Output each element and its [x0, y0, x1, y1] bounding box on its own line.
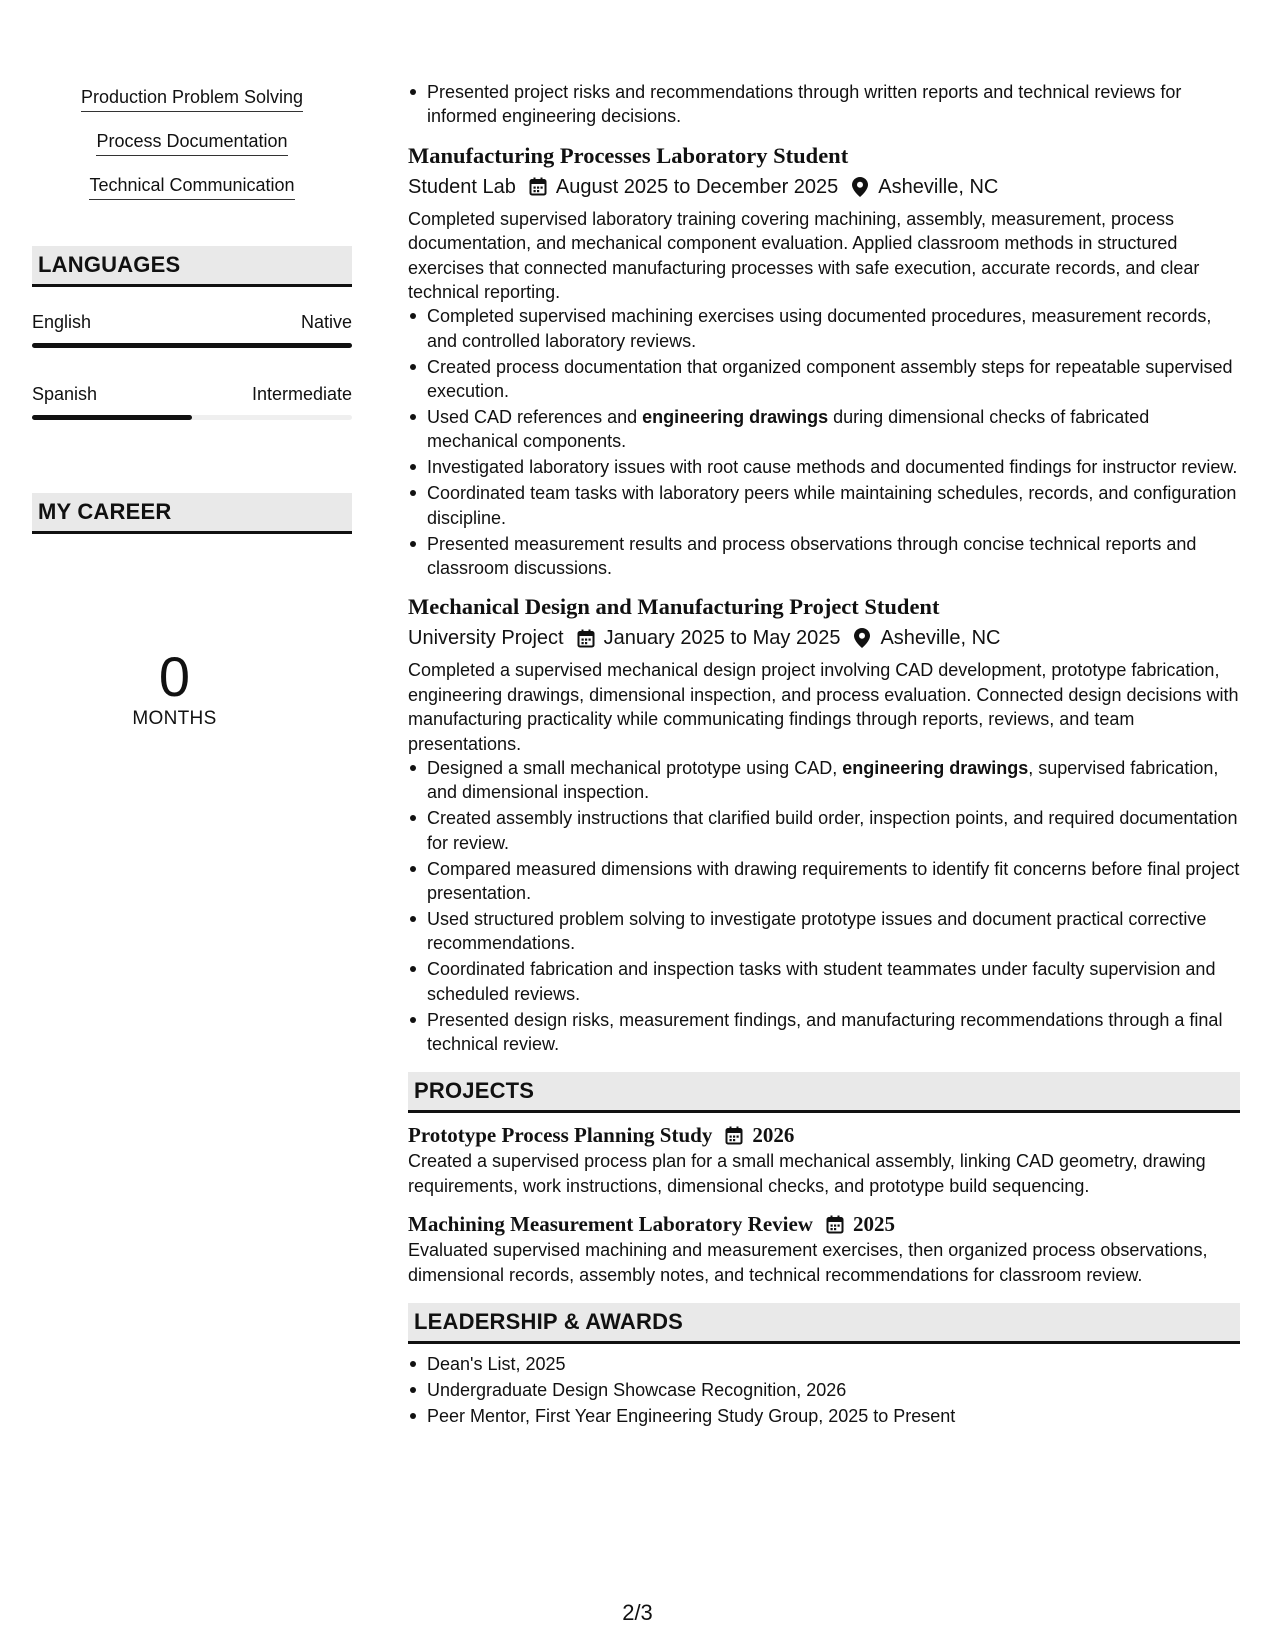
job-location: Asheville, NC	[880, 627, 1001, 650]
project-title: Machining Measurement Laboratory Review	[408, 1212, 813, 1237]
calendar-icon	[724, 1125, 744, 1145]
bullet-item: Created assembly instructions that clarified build order, inspection points, and required documentation for review.	[408, 806, 1240, 855]
job-title: Mechanical Design and Manufacturing Project Student	[408, 594, 940, 620]
job-location: Asheville, NC	[878, 175, 999, 198]
job-bullet-list	[408, 304, 1240, 580]
award-item: Dean's List, 2025	[408, 1352, 1240, 1376]
bullet-item: Presented project risks and recommendations through written reports and technical reviews for informed engineering decisions.	[408, 80, 1240, 129]
project-description: Evaluated supervised machining and measurement exercises, then organized process observations, dimensional records, assembly notes, and technical recommendations for classroom review.	[408, 1240, 1208, 1285]
career-duration-value: 0	[158, 645, 191, 708]
job-org: Student Lab	[408, 175, 516, 198]
language-level: Native	[300, 312, 352, 332]
job-meta	[408, 623, 1240, 653]
language-proficiency-bar	[32, 343, 352, 348]
skill-item: Technical Communication	[89, 174, 294, 200]
skills-list	[32, 86, 352, 218]
job-description: Completed a supervised mechanical design project involving CAD development, prototype fabrication, engineering drawings, dimensional inspection, and process evaluation. Connected design decisions with manufacturing practicality while communicating findings through reports, reviews, and team presentations.	[408, 660, 1239, 754]
career-heading-text: MY CAREER	[38, 499, 172, 524]
awards-heading-text: LEADERSHIP & AWARDS	[414, 1308, 684, 1334]
project-description: Created a supervised process plan for a small mechanical assembly, linking CAD geometry, drawing requirements, work instructions, dimensional checks, and prototype build sequencing.	[408, 1151, 1206, 1196]
language-proficiency-bar	[32, 415, 352, 420]
bullet-item: Presented design risks, measurement findings, and manufacturing recommendations through a final technical review.	[408, 1008, 1240, 1057]
job-description: Completed supervised laboratory training covering machining, assembly, measurement, process documentation, and mechanical component evaluation. Applied classroom methods in structured exercises that connected manufacturing processes with safe execution, accurate records, and clear technical reporting.	[408, 208, 1200, 303]
project-entry	[408, 1210, 1240, 1287]
intro-bullet-list	[408, 80, 1240, 129]
bullet-item: Coordinated team tasks with laboratory peers while maintaining schedules, records, and configuration discipline.	[408, 481, 1240, 530]
location-pin-icon	[852, 628, 872, 648]
right-column	[408, 80, 1240, 1430]
languages-heading	[32, 246, 352, 287]
job-dates: August 2025 to December 2025	[555, 175, 839, 198]
bullet-item: Compared measured dimensions with drawing requirements to identify fit concerns before final project presentation.	[408, 857, 1240, 906]
project-title-row	[408, 1210, 1240, 1238]
job-bullet-list	[408, 756, 1240, 1056]
bullet-item: Used CAD references and engineering drawings during dimensional checks of fabricated mechanical components.	[408, 405, 1240, 454]
bullet-item: Completed supervised machining exercises using documented procedures, measurement records, and controlled laboratory reviews.	[408, 304, 1240, 353]
language-proficiency-fill	[32, 415, 192, 420]
award-item: Peer Mentor, First Year Engineering Study Group, 2025 to Present	[408, 1404, 1240, 1428]
language-item-spanish	[32, 383, 352, 420]
experience-entry	[408, 592, 1240, 1056]
project-entry	[408, 1121, 1240, 1198]
project-title: Prototype Process Planning Study	[408, 1123, 713, 1148]
calendar-icon	[576, 628, 596, 648]
bullet-item: Used structured problem solving to investigate prototype issues and document practical corrective recommendations.	[408, 907, 1240, 956]
language-name: English	[32, 312, 92, 332]
job-org: University Project	[408, 627, 564, 650]
experience-entry	[408, 141, 1240, 581]
project-year: 2026	[752, 1123, 795, 1148]
projects-heading	[408, 1072, 1240, 1113]
language-name: Spanish	[32, 384, 98, 404]
career-heading	[32, 493, 352, 534]
project-title-row	[408, 1121, 1240, 1149]
awards-heading	[408, 1303, 1240, 1344]
language-proficiency-fill	[32, 343, 352, 348]
page-number: 2/3	[622, 1600, 653, 1625]
languages-heading-text: LANGUAGES	[38, 252, 181, 277]
job-meta	[408, 172, 1240, 202]
calendar-icon	[825, 1214, 845, 1234]
skill-item: Production Problem Solving	[81, 86, 303, 112]
location-pin-icon	[850, 177, 870, 197]
project-year: 2025	[852, 1212, 895, 1237]
language-item-english	[32, 311, 352, 348]
bullet-item: Coordinated fabrication and inspection tasks with student teammates under faculty supervision and scheduled reviews.	[408, 957, 1240, 1006]
left-column	[32, 0, 352, 730]
calendar-icon	[528, 177, 548, 197]
award-item: Undergraduate Design Showcase Recognition, 2026	[408, 1378, 1240, 1402]
bullet-item: Designed a small mechanical prototype using CAD, engineering drawings, supervised fabrication, and dimensional inspection.	[408, 756, 1240, 805]
job-dates: January 2025 to May 2025	[603, 627, 841, 650]
career-duration-unit: MONTHS	[132, 708, 217, 729]
language-level: Intermediate	[251, 384, 352, 404]
bullet-item: Presented measurement results and process observations through concise technical reports and classroom discussions.	[408, 532, 1240, 581]
skill-item: Process Documentation	[96, 130, 287, 156]
job-title: Manufacturing Processes Laboratory Student	[408, 142, 849, 168]
bullet-item: Investigated laboratory issues with root cause methods and documented findings for instructor review.	[408, 455, 1240, 479]
bullet-item: Created process documentation that organized component assembly steps for repeatable supervised execution.	[408, 355, 1240, 404]
awards-list	[408, 1352, 1240, 1428]
projects-heading-text: PROJECTS	[414, 1078, 535, 1104]
